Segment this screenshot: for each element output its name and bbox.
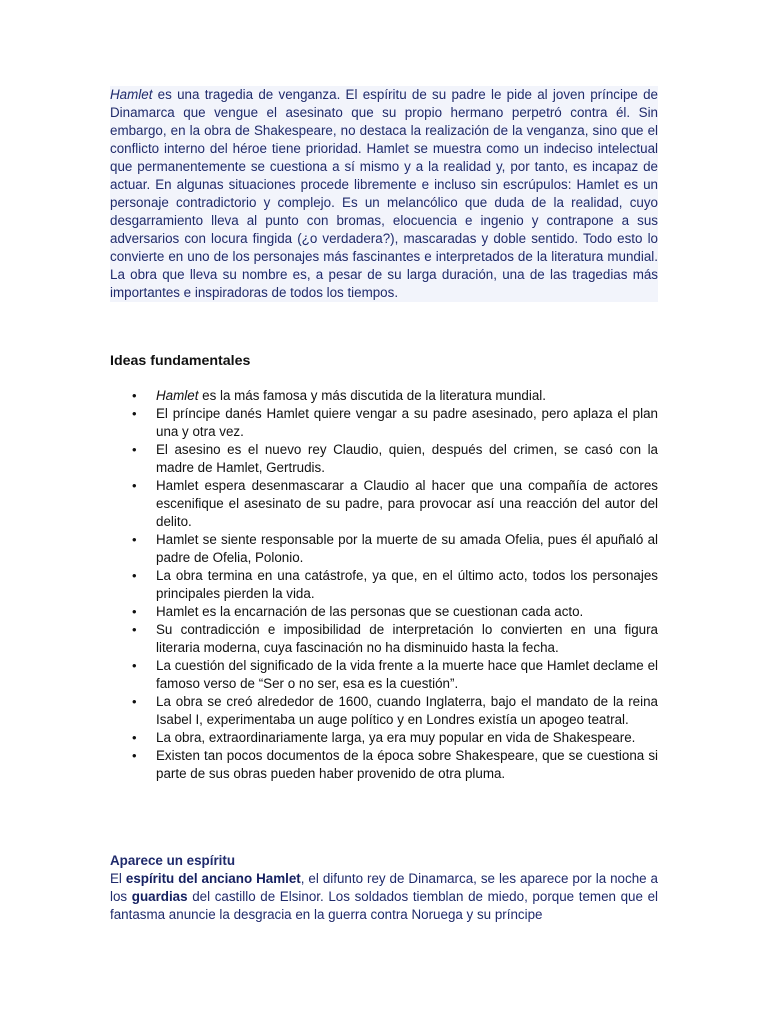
section-bold-text: espíritu del anciano Hamlet — [125, 871, 301, 886]
list-item — [110, 567, 658, 603]
list-item-text: Hamlet se siente responsable por la muerte de su amada Ofelia, pues él apuñaló al padre de Ofelia, Polonio. — [156, 532, 658, 565]
ideas-heading: Ideas fundamentales — [110, 353, 251, 369]
intro-text: es una tragedia de venganza. El espíritu de su padre le pide al joven príncipe de Dinamarca que vengue el asesinato que su propio hermano perpetró contra él. Sin embargo, en la obra de Shakespeare, no destaca la realización de la venganza, sino que el conflicto interno del héroe tiene prioridad. Hamlet se muestra como un indeciso intelectual que permanentemente se cuestiona a sí mismo y a la realidad y, por tanto, es incapaz de actuar. En algunas situaciones procede libremente e incluso sin escrúpulos: Hamlet es un personaje contradictorio y complejo. Es un melancólico que duda de la realidad, cuyo desgarramiento lleva al punto con bromas, elocuencia e ingenio y contrapone a sus adversarios con locura fingida (¿o verdadera?), mascaradas y doble sentido. Todo esto lo convierte en uno de los personajes más fascinantes e interpretados de la literatura mundial. La obra que lleva su nombre es, a pesar de su larga duración, una de las tragedias más importantes e inspiradoras de todos los tiempos. — [110, 87, 658, 300]
bullet-icon: • — [132, 730, 137, 745]
list-item-text: La obra termina en una catástrofe, ya que, en el último acto, todos los personajes principales pierden la vida. — [156, 568, 658, 601]
bullet-icon: • — [132, 694, 137, 709]
section-text: del castillo de Elsinor. Los soldados tiemblan de miedo, porque temen que el fantasma anuncie la desgracia en la guerra contra Noruega y su príncipe — [110, 889, 658, 922]
section-paragraph — [110, 870, 658, 924]
list-item — [110, 531, 658, 567]
list-item — [110, 621, 658, 657]
list-item-text: El asesino es el nuevo rey Claudio, quien, después del crimen, se casó con la madre de Hamlet, Gertrudis. — [156, 442, 658, 475]
list-item — [110, 441, 658, 477]
section-text: El — [110, 871, 126, 886]
bullet-icon: • — [132, 442, 137, 457]
list-item-text: La obra, extraordinariamente larga, ya era muy popular en vida de Shakespeare. — [156, 730, 636, 745]
bullet-icon: • — [132, 622, 137, 637]
list-item-text: La obra se creó alrededor de 1600, cuando Inglaterra, bajo el mandato de la reina Isabel I, experimentaba un auge político y en Londres existía un apogeo teatral. — [156, 694, 658, 727]
bullet-icon: • — [132, 388, 137, 403]
list-item-text: Hamlet es la encarnación de las personas que se cuestionan cada acto. — [156, 604, 584, 619]
list-item-text: La cuestión del significado de la vida frente a la muerte hace que Hamlet declame el famoso verso de “Ser o no ser, esa es la cuestión”. — [156, 658, 658, 691]
list-item — [110, 693, 658, 729]
bullet-icon: • — [132, 406, 137, 421]
list-item — [110, 405, 658, 441]
intro-title-word: Hamlet — [110, 87, 153, 102]
intro-paragraph — [110, 86, 658, 302]
bullet-icon: • — [132, 532, 137, 547]
list-item — [110, 657, 658, 693]
list-item — [110, 729, 658, 747]
section-text: , el difunto rey de Dinamarca, se les aparece por la noche a los — [110, 871, 659, 904]
list-item — [110, 747, 658, 783]
list-item-italic: Hamlet — [156, 388, 199, 403]
list-item-text: es la más famosa y más discutida de la literatura mundial. — [198, 388, 546, 403]
list-item — [110, 603, 658, 621]
bullet-icon: • — [132, 604, 137, 619]
ideas-list — [110, 387, 658, 783]
list-item-text: Existen tan pocos documentos de la época sobre Shakespeare, que se cuestiona si parte de sus obras pueden haber provenido de otra pluma. — [156, 748, 658, 781]
section-bold-text: guardias — [131, 889, 188, 904]
list-item-text: Hamlet espera desenmascarar a Claudio al hacer que una compañía de actores escenifique el asesinato de su padre, para provocar así una reacción del autor del delito. — [156, 478, 658, 529]
bullet-icon: • — [132, 658, 137, 673]
bullet-icon: • — [132, 748, 137, 763]
list-item-text: El príncipe danés Hamlet quiere vengar a su padre asesinado, pero aplaza el plan una y otra vez. — [156, 406, 658, 439]
bullet-icon: • — [132, 568, 137, 583]
bullet-icon: • — [132, 478, 137, 493]
list-item — [110, 387, 658, 405]
section-title: Aparece un espíritu — [110, 853, 236, 868]
list-item-text: Su contradicción e imposibilidad de interpretación lo convierten en una figura literaria moderna, cuya fascinación no ha disminuido hasta la fecha. — [156, 622, 658, 655]
list-item — [110, 477, 658, 531]
